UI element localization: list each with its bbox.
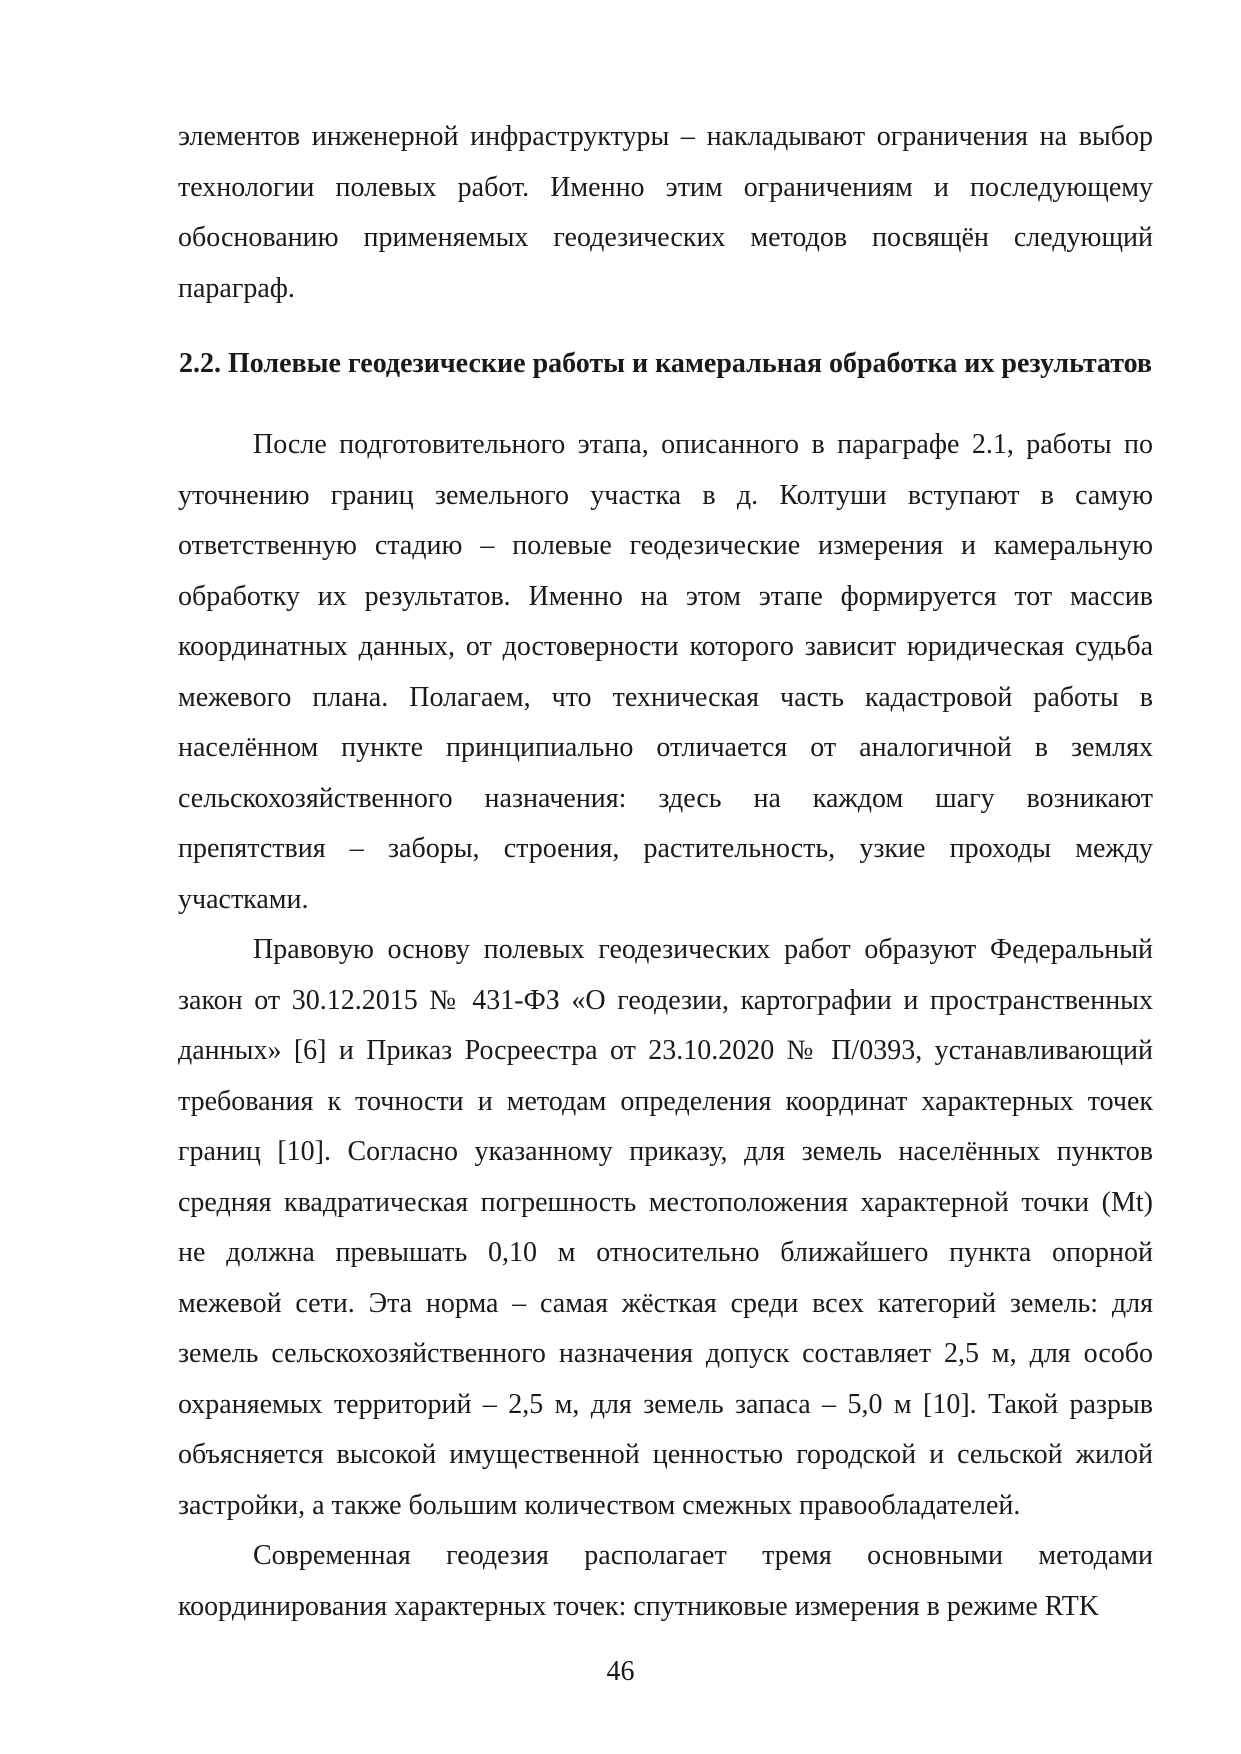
paragraph-methods: Современная геодезия располагает тремя основными методами координирования характерных точек: спутниковые измерения в режиме RTK — [178, 1540, 1153, 1622]
section-heading: 2.2. Полевые геодезические работы и камеральная обработка их результатов — [178, 348, 1152, 379]
paragraph-preparatory-stage: После подготовительного этапа, описанного в параграфе 2.1, работы по уточнению границ земельного участка в д. Колтуши вступают в самую ответственную стадию – полевые геодезические измерения и камеральную обработку их результатов. Именно на этом этапе формируется тот массив координатных данных, от достоверности которого зависит юридическая судьба межевого плана. Полагаем, что техническая часть кадастровой работы в населённом пункте принципиально отличается от аналогичной в землях сельскохозяйственного назначения: здесь на каждом шагу возникают препятствия – заборы, строения, растительность, узкие проходы между участками. — [178, 429, 1153, 915]
continuation-paragraph: элементов инженерной инфраструктуры – накладывают ограничения на выбор технологии полевых работ. Именно этим ограничениям и последующему обоснованию применяемых геодезических методов посвящён следующий параграф. — [178, 121, 1153, 304]
page-number: 46 — [606, 1656, 635, 1687]
paragraph-legal-basis: Правовую основу полевых геодезических работ образуют Федеральный закон от 30.12.2015 № 431-ФЗ «О геодезии, картографии и пространственных данных» [6] и Приказ Росреестра от 23.10.2020 № П/0393, устанавливающий требования к точности и методам определения координат характерных точек границ [10]. Согласно указанному приказу, для земель населённых пунктов средняя квадратическая погрешность местоположения характерной точки (Mt) не должна превышать 0,10 м относительно ближайшего пункта опорной межевой сети. Эта норма – самая жёсткая среди всех категорий земель: для земель сельскохозяйственного назначения допуск составляет 2,5 м, для особо охраняемых территорий – 2,5 м, для земель запаса – 5,0 м [10]. Такой разрыв объясняется высокой имущественной ценностью городской и сельской жилой застройки, а также большим количеством смежных правообладателей. — [178, 934, 1153, 1521]
section-body — [178, 420, 1153, 1632]
